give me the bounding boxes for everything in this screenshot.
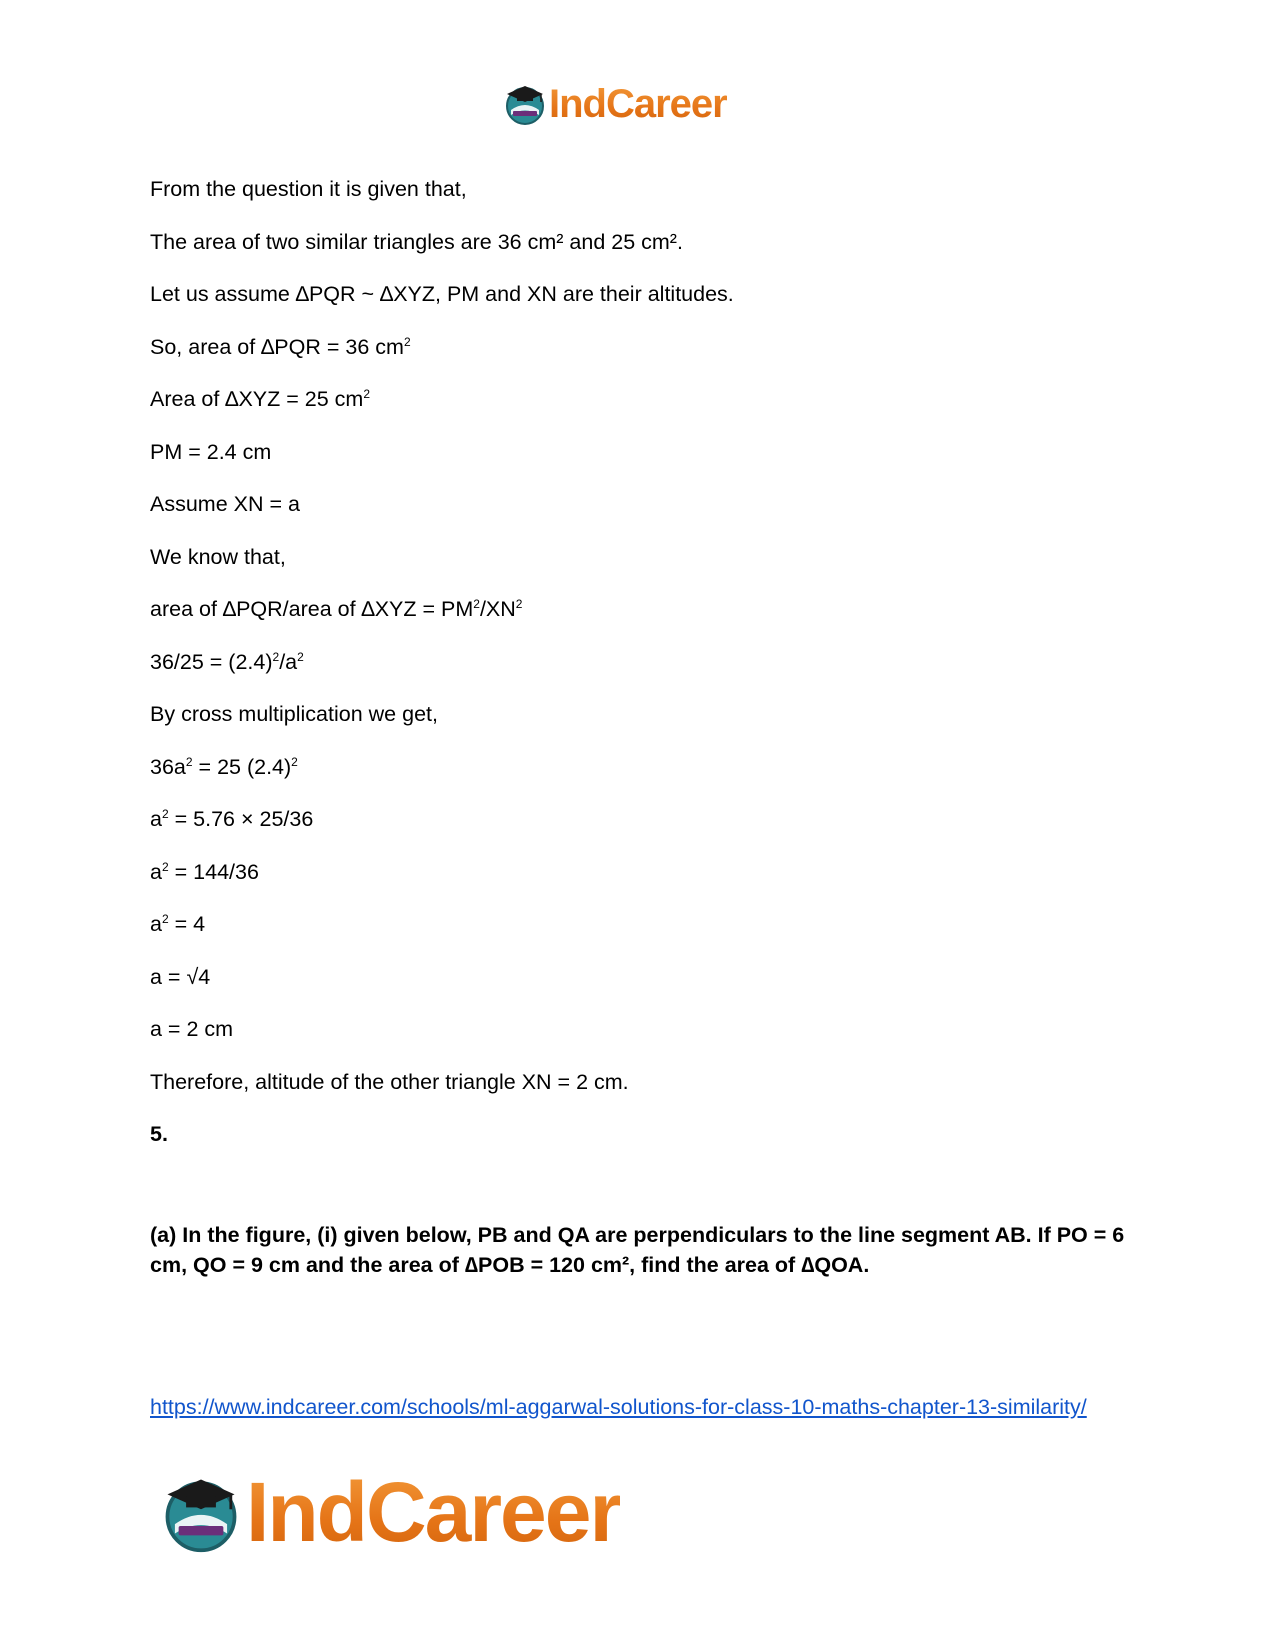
- text-line-7: Assume XN = a: [150, 492, 300, 516]
- source-link[interactable]: https://www.indcareer.com/schools/ml-aggarwal-solutions-for-class-10-maths-chapter-13-similarity/: [150, 1395, 1087, 1419]
- text-line-9: area of ∆PQR/area of $\Delta XYZ = PM^2/XN^2$: [150, 597, 523, 621]
- globe-graduation-cap-icon: [503, 82, 547, 126]
- brand-name: IndCareer: [549, 81, 727, 126]
- text-line-11: By cross multiplication we get,: [150, 702, 438, 726]
- text-line-18: Therefore, altitude of the other triangle XN = 2 cm.: [150, 1069, 629, 1094]
- text-line-3: Let us assume ∆PQR ~ ∆XYZ, PM and XN are their altitudes.: [150, 282, 734, 306]
- text-line-17: a = 2 cm: [150, 1017, 234, 1041]
- header-logo: [503, 80, 727, 128]
- globe-graduation-cap-icon: [160, 1472, 242, 1554]
- text-line-10: $36/25 = (2.4)^2/a^2$: [150, 649, 304, 674]
- text-line-16: a = √4: [150, 964, 211, 989]
- text-line-14: $a^2 = 144/36$: [150, 859, 259, 884]
- text-line-1: From the question it is given that,: [150, 177, 467, 201]
- text-line-8: We know that,: [150, 544, 286, 569]
- brand-name: IndCareer: [246, 1465, 621, 1559]
- text-line-6: PM = 2.4 cm: [150, 439, 272, 464]
- text-line-12: $36a^2 = 25$ $(2.4)^2$: [150, 754, 298, 779]
- footer-logo: [160, 1465, 620, 1560]
- question-text: (a) In the figure, (i) given below, PB and QA are perpendiculars to the line segment AB. If PO = 6 cm, QO = 9 cm and the area of ∆POB = 120 cm², find the area of ∆QOA.: [150, 1223, 1125, 1277]
- text-line-5: Area of ∆XYZ = 25 $cm^2$: [150, 387, 370, 411]
- text-line-15: $a^2 = 4$: [150, 912, 206, 936]
- text-line-2: The area of two similar triangles are 36 cm² and 25 cm².: [150, 229, 683, 254]
- text-line-13: $a^2 = 5.76 \times 25/36$: [150, 807, 314, 831]
- question-number: 5.: [150, 1122, 168, 1146]
- text-line-4: So, area of ∆PQR = 36 $cm^2$: [150, 334, 411, 359]
